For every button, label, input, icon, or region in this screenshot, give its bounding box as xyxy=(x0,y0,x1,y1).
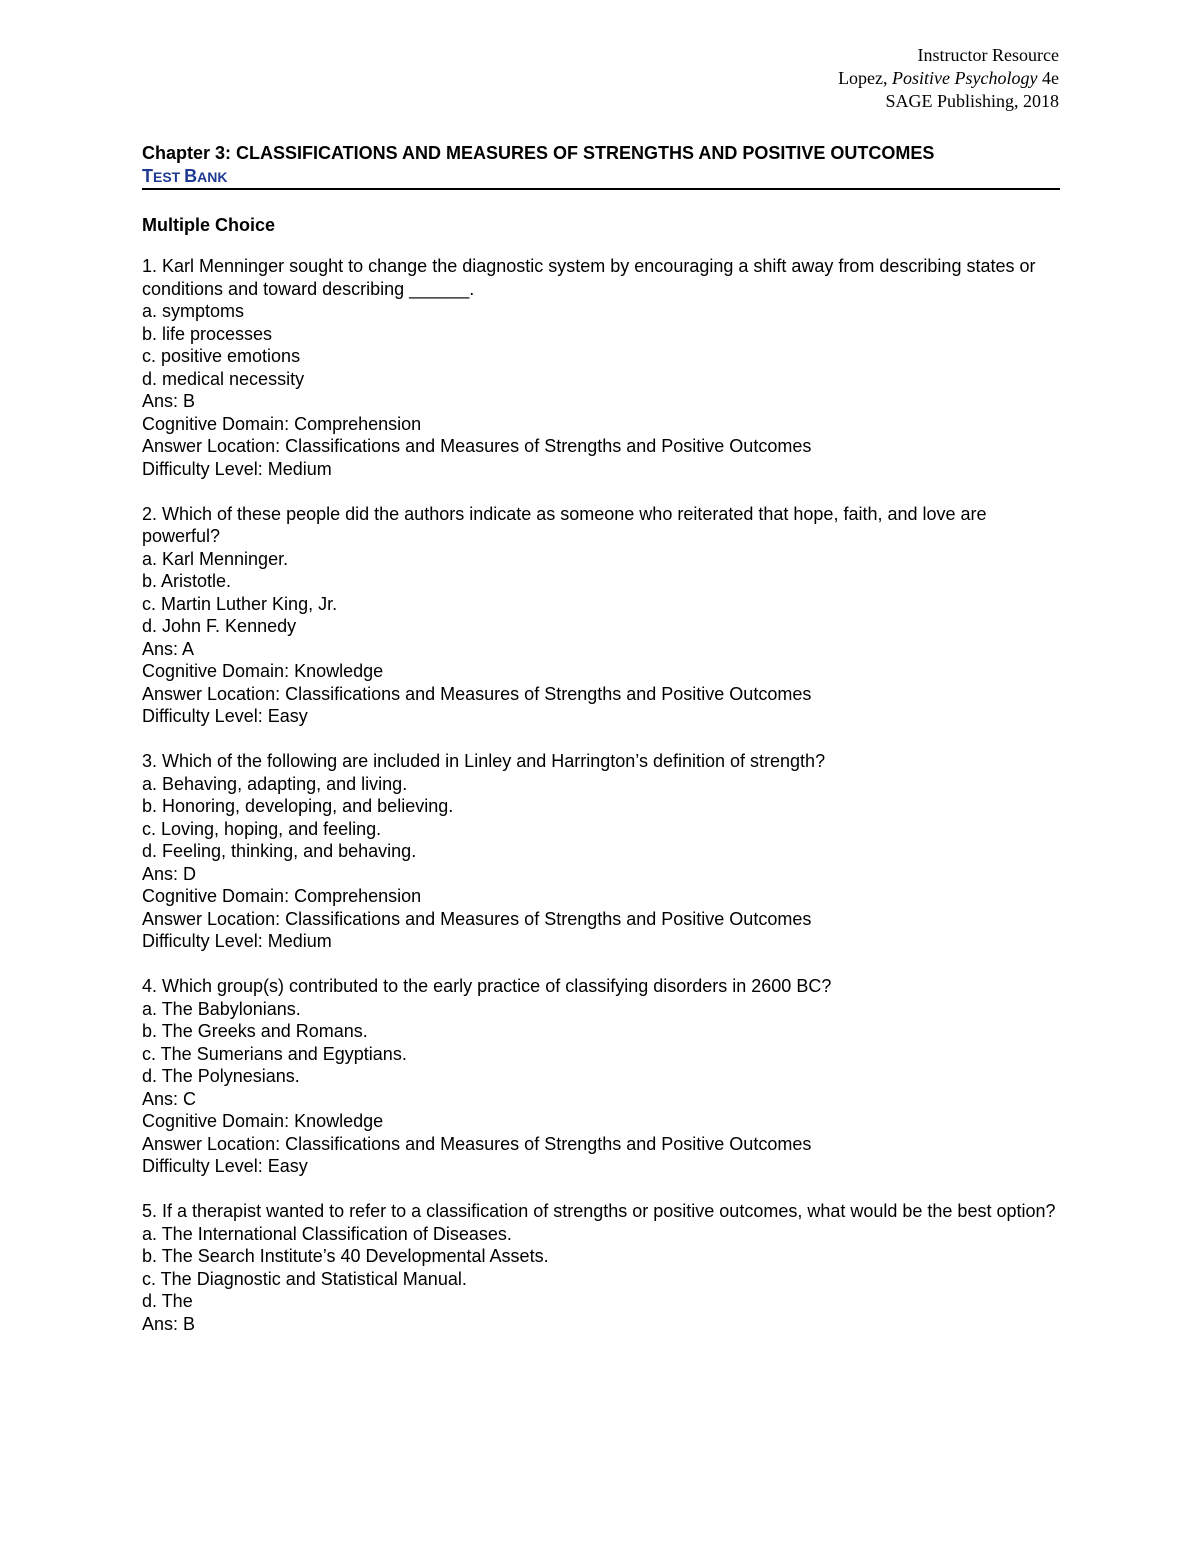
answer-location: Answer Location: Classifications and Measures of Strengths and Positive Outcomes xyxy=(142,436,812,456)
question-list xyxy=(142,255,1060,1335)
edition-text: 4e xyxy=(1037,68,1059,88)
answer-location: Answer Location: Classifications and Measures of Strengths and Positive Outcomes xyxy=(142,1133,812,1154)
difficulty-level: Difficulty Level: Easy xyxy=(142,706,308,726)
test-bank-ank: ANK xyxy=(197,169,228,185)
option-d: d. John F. Kennedy xyxy=(142,616,297,636)
test-bank-b: B xyxy=(184,166,198,186)
difficulty-level: Difficulty Level: Easy xyxy=(142,1156,308,1176)
question-stem: 3. Which of the following are included in Linley and Harrington’s definition of strength? xyxy=(142,751,826,771)
option-c: c. positive emotions xyxy=(142,346,301,366)
book-title: Positive Psychology xyxy=(892,68,1038,88)
answer-key: Ans: A xyxy=(142,638,195,659)
option-a: a. The International Classification of Diseases. xyxy=(142,1223,512,1244)
resource-line-3: SAGE Publishing, 2018 xyxy=(885,91,1059,111)
option-b: b. life processes xyxy=(142,323,273,344)
chapter-title: Chapter 3: CLASSIFICATIONS AND MEASURES OF STRENGTHS AND POSITIVE OUTCOMES xyxy=(142,143,935,163)
test-bank-subtitle xyxy=(142,165,1060,188)
test-bank-t: T xyxy=(142,166,153,186)
answer-key: Ans: B xyxy=(142,391,196,411)
difficulty-level: Difficulty Level: Medium xyxy=(142,458,332,479)
option-c: c. Loving, hoping, and feeling. xyxy=(142,818,382,839)
question-4 xyxy=(142,975,1060,1178)
option-d: d. The Polynesians. xyxy=(142,1066,300,1086)
option-c: c. Martin Luther King, Jr. xyxy=(142,593,338,614)
question-1 xyxy=(142,255,1060,480)
resource-header xyxy=(838,44,1059,113)
option-b: b. The Search Institute’s 40 Developmental Assets. xyxy=(142,1246,549,1266)
option-a: a. Karl Menninger. xyxy=(142,548,289,569)
option-b: b. Aristotle. xyxy=(142,571,232,591)
answer-location: Answer Location: Classifications and Measures of Strengths and Positive Outcomes xyxy=(142,908,812,929)
option-d: d. The xyxy=(142,1291,193,1311)
section-title: Multiple Choice xyxy=(142,215,276,235)
option-a: a. Behaving, adapting, and living. xyxy=(142,773,408,794)
resource-line-2 xyxy=(838,67,1059,90)
cognitive-domain: Cognitive Domain: Knowledge xyxy=(142,661,384,681)
question-stem: 2. Which of these people did the authors indicate as someone who reiterated that hope, faith, and love are powerful? xyxy=(142,503,987,546)
document-content xyxy=(142,142,1060,1358)
option-d: d. Feeling, thinking, and behaving. xyxy=(142,841,417,861)
question-5 xyxy=(142,1200,1060,1335)
option-d: d. medical necessity xyxy=(142,368,305,389)
answer-key: Ans: C xyxy=(142,1088,197,1109)
cognitive-domain: Cognitive Domain: Comprehension xyxy=(142,413,422,434)
question-stem: 4. Which group(s) contributed to the early practice of classifying disorders in 2600 BC? xyxy=(142,976,832,996)
option-b: b. Honoring, developing, and believing. xyxy=(142,796,454,816)
question-2 xyxy=(142,503,1060,728)
option-c: c. The Diagnostic and Statistical Manual. xyxy=(142,1268,467,1289)
title-divider xyxy=(142,188,1060,190)
question-stem: 5. If a therapist wanted to refer to a classification of strengths or positive outcomes, what would be the best option? xyxy=(142,1201,1056,1221)
option-c: c. The Sumerians and Egyptians. xyxy=(142,1043,407,1064)
cognitive-domain: Cognitive Domain: Knowledge xyxy=(142,1111,384,1131)
test-bank-est: EST xyxy=(153,169,185,185)
option-b: b. The Greeks and Romans. xyxy=(142,1021,368,1041)
question-stem: 1. Karl Menninger sought to change the diagnostic system by encouraging a shift away from describing states or conditions and toward describing ______. xyxy=(142,256,1036,299)
resource-line-1: Instructor Resource xyxy=(917,45,1059,65)
difficulty-level: Difficulty Level: Medium xyxy=(142,931,332,951)
answer-key: Ans: B xyxy=(142,1313,196,1334)
option-a: a. symptoms xyxy=(142,301,245,321)
cognitive-domain: Cognitive Domain: Comprehension xyxy=(142,886,422,906)
answer-location: Answer Location: Classifications and Measures of Strengths and Positive Outcomes xyxy=(142,683,812,704)
answer-key: Ans: D xyxy=(142,863,197,884)
question-3 xyxy=(142,750,1060,953)
author-text: Lopez, xyxy=(838,68,893,88)
option-a: a. The Babylonians. xyxy=(142,998,301,1019)
